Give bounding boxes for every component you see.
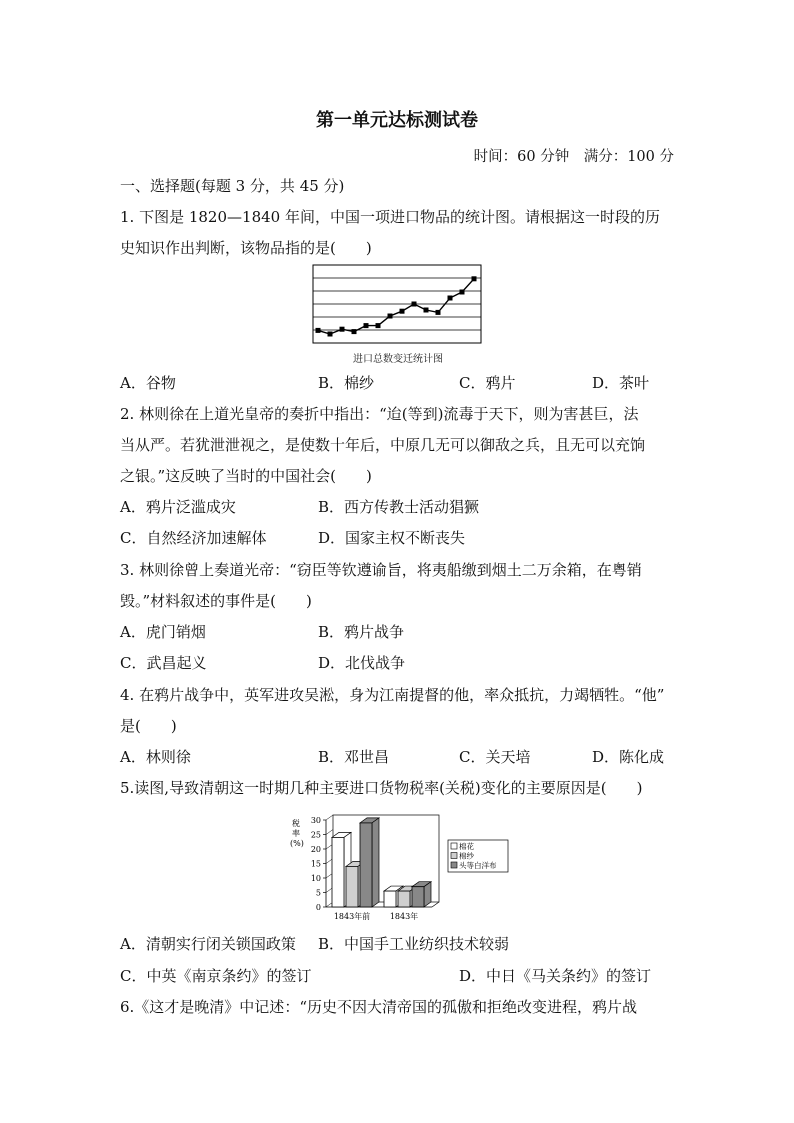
chart1-point — [460, 290, 465, 295]
q4-option-b[interactable]: B．邓世昌 — [318, 748, 390, 766]
q1-line1: 1. 下图是 1820—1840 年间，中国一项进口物品的统计图。请根据这一时段的历 — [120, 208, 660, 226]
chart1-point — [412, 302, 417, 307]
chart2-ytick-label: 25 — [310, 830, 321, 840]
chart2-legend-label: 棉花 — [459, 842, 474, 851]
q2-line2: 当从严。若犹泄泄视之，是使数十年后，中原几无可以御敌之兵，且无可以充饷 — [120, 436, 646, 454]
chart2-bar — [412, 887, 424, 907]
q1-chart-caption: 进口总数变迁统计图 — [353, 354, 443, 365]
page-title: 第一单元达标测试卷 — [316, 110, 478, 131]
q1-option-c[interactable]: C．鸦片 — [459, 374, 516, 392]
chart2-ytick-label: 0 — [315, 903, 321, 912]
q2-option-a[interactable]: A．鸦片泛滥成灾 — [120, 498, 236, 516]
chart1-point — [472, 276, 477, 281]
chart2-bar — [332, 837, 344, 907]
chart2-ytick-label: 30 — [310, 816, 321, 825]
chart2-legend-swatch — [451, 862, 457, 868]
q2-option-d[interactable]: D．国家主权不断丧失 — [318, 529, 466, 547]
q3-option-c[interactable]: C．武昌起义 — [120, 654, 207, 672]
section-heading: 一、选择题(每题 3 分，共 45 分) — [120, 177, 345, 195]
chart1-point — [316, 328, 321, 333]
chart2-ytick-label: 10 — [310, 874, 321, 883]
chart1-point — [436, 310, 441, 315]
q1-option-a[interactable]: A．谷物 — [120, 374, 176, 392]
chart2-legend-label: 头等白洋布 — [459, 861, 497, 870]
chart2-ytick-label: 5 — [315, 888, 321, 898]
q2-line3: 之银。”这反映了当时的中国社会( ) — [120, 467, 372, 485]
chart1-point — [352, 329, 357, 334]
chart2-ytick-label: 15 — [310, 859, 321, 869]
q5-option-d[interactable]: D．中日《马关条约》的签订 — [459, 967, 652, 985]
chart2-xtick-label: 1843年前 — [333, 912, 371, 921]
chart2-bar — [384, 891, 396, 907]
chart2-xtick-label: 1843年 — [389, 912, 419, 921]
q5-option-a[interactable]: A．清朝实行闭关锁国政策 — [120, 935, 296, 953]
chart1-point — [388, 314, 393, 319]
q6-line1: 6.《这才是晚清》中记述：“历史不因大清帝国的孤傲和拒绝改变进程，鸦片战 — [120, 998, 637, 1016]
q5-line1: 5.读图,导致清朝这一时期几种主要进口货物税率(关税)变化的主要原因是( ) — [120, 779, 643, 797]
chart1-point — [376, 323, 381, 328]
q3-option-b[interactable]: B．鸦片战争 — [318, 623, 405, 641]
q3-line1: 3. 林则徐曾上奏道光帝：“窃臣等钦遵谕旨，将夷船缴到烟土二万余箱，在粤销 — [120, 561, 642, 579]
chart1-point — [364, 323, 369, 328]
q1-option-b[interactable]: B．棉纱 — [318, 374, 375, 392]
q2-option-c[interactable]: C．自然经济加速解体 — [120, 529, 267, 547]
q3-option-a[interactable]: A．虎门销烟 — [120, 623, 206, 641]
chart2-ylabel-mid: 率 — [292, 829, 300, 838]
q5-option-b[interactable]: B．中国手工业纺织技术较弱 — [318, 935, 510, 953]
q4-line1: 4. 在鸦片战争中，英军进攻吴淞，身为江南提督的他，率众抵抗，力竭牺牲。“他” — [120, 686, 665, 704]
q4-option-d[interactable]: D．陈化成 — [592, 748, 665, 766]
chart2-legend-swatch — [451, 843, 457, 849]
chart2-ytick-depth — [326, 830, 333, 835]
chart2-ytick-label: 20 — [310, 845, 321, 854]
exam-meta: 时间：60 分钟 满分：100 分 — [473, 149, 674, 165]
q2-option-b[interactable]: B．西方传教士活动猖獗 — [318, 498, 480, 516]
q1-option-d[interactable]: D．茶叶 — [592, 374, 650, 392]
chart1-point — [424, 308, 429, 313]
chart1-point — [400, 309, 405, 314]
q3-option-d[interactable]: D．北伐战争 — [318, 654, 406, 672]
chart1-point — [328, 332, 333, 337]
q4-line2: 是( ) — [120, 717, 177, 735]
chart2-bar — [360, 823, 372, 907]
chart2-ylabel-unit: (%) — [290, 839, 304, 848]
chart2-legend-swatch — [451, 853, 457, 859]
q1-line-chart — [312, 264, 484, 346]
chart2-bar — [398, 891, 410, 907]
chart2-ylabel-top: 税 — [292, 819, 300, 828]
q4-option-c[interactable]: C．关天培 — [459, 748, 531, 766]
q2-line1: 2. 林则徐在上道光皇帝的奏折中指出：“迨(等到)流毒于天下，则为害甚巨，法 — [120, 405, 639, 423]
q3-line2: 毁。”材料叙述的事件是( ) — [120, 592, 312, 610]
q5-bar-chart — [288, 812, 510, 922]
chart2-bar — [346, 866, 358, 907]
q1-line2: 史知识作出判断，该物品指的是( ) — [120, 239, 372, 257]
q4-option-a[interactable]: A．林则徐 — [120, 748, 191, 766]
chart2-ytick-depth — [326, 815, 333, 820]
chart2-legend-label: 棉纱 — [459, 851, 474, 861]
q5-option-c[interactable]: C．中英《南京条约》的签订 — [120, 967, 312, 985]
chart1-point — [340, 327, 345, 332]
chart2-bar-side — [372, 818, 379, 907]
chart1-point — [448, 296, 453, 301]
chart2-floor-edge — [432, 902, 439, 907]
